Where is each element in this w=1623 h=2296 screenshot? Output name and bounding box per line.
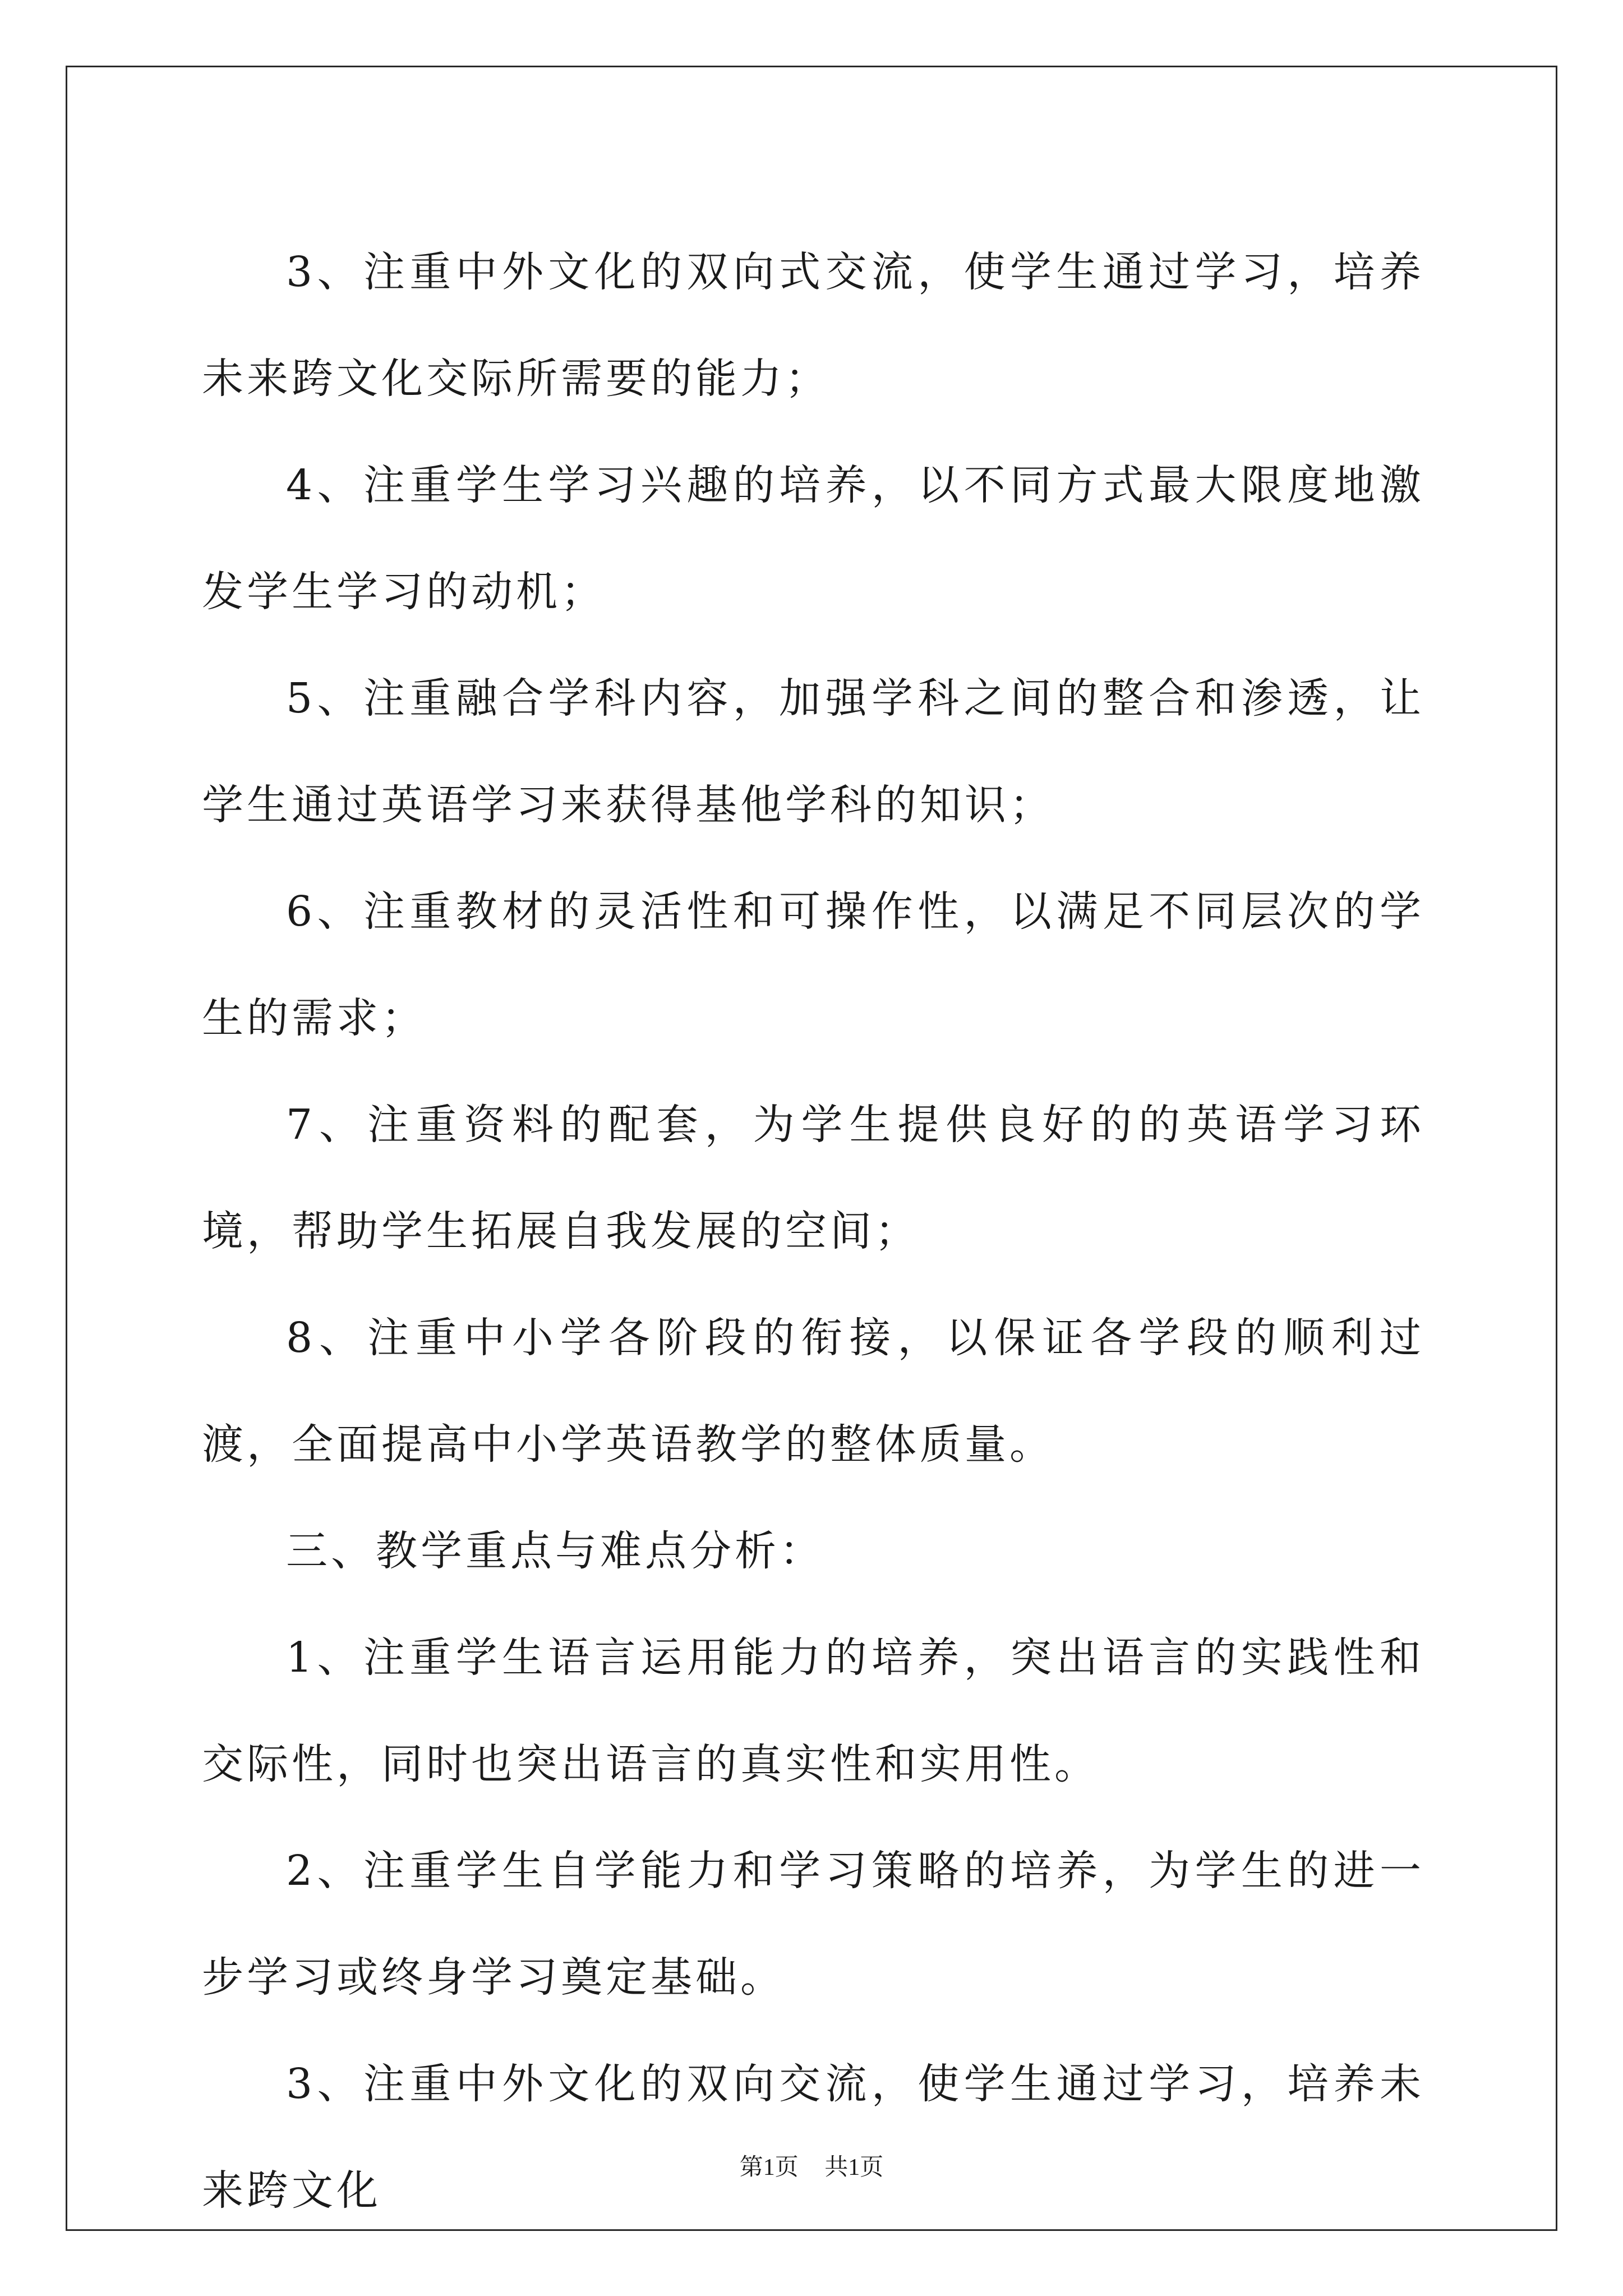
paragraph: 4、注重学生学习兴趣的培养，以不同方式最大限度地激发学生学习的动机； [202, 461, 1424, 616]
section-heading: 三、教学重点与难点分析： [286, 1527, 824, 1575]
paragraph: 6、注重教材的灵活性和可操作性，以满足不同层次的学生的需求； [202, 887, 1424, 1042]
paragraph: 5、注重融合学科内容，加强学科之间的整合和渗透，让学生通过英语学习来获得基他学科的知识； [202, 674, 1424, 829]
page-total: 共1页 [824, 2155, 884, 2180]
paragraph: 2、注重学生自学能力和学习策略的培养，为学生的进一步学习或终身学习奠定基础。 [202, 1847, 1424, 2001]
paragraph: 7、注重资料的配套，为学生提供良好的的英语学习环境，帮助学生拓展自我发展的空间； [202, 1101, 1424, 1255]
paragraph: 1、注重学生语言运用能力的培养，突出语言的实践性和交际性，同时也突出语言的真实性和实用性。 [202, 1634, 1424, 1788]
page-footer [0, 2148, 1623, 2182]
page-number: 第1页 [739, 2155, 799, 2180]
paragraph: 3、注重中外文化的双向式交流，使学生通过学习，培养未来跨文化交际所需要的能力； [202, 248, 1424, 403]
paragraph: 8、注重中小学各阶段的衔接，以保证各学段的顺利过渡，全面提高中小学英语教学的整体质量。 [202, 1314, 1424, 1469]
document-body [202, 219, 1424, 2244]
paragraph: 3、注重中外文化的双向交流，使学生通过学习，培养未来跨文化 [202, 2060, 1424, 2215]
